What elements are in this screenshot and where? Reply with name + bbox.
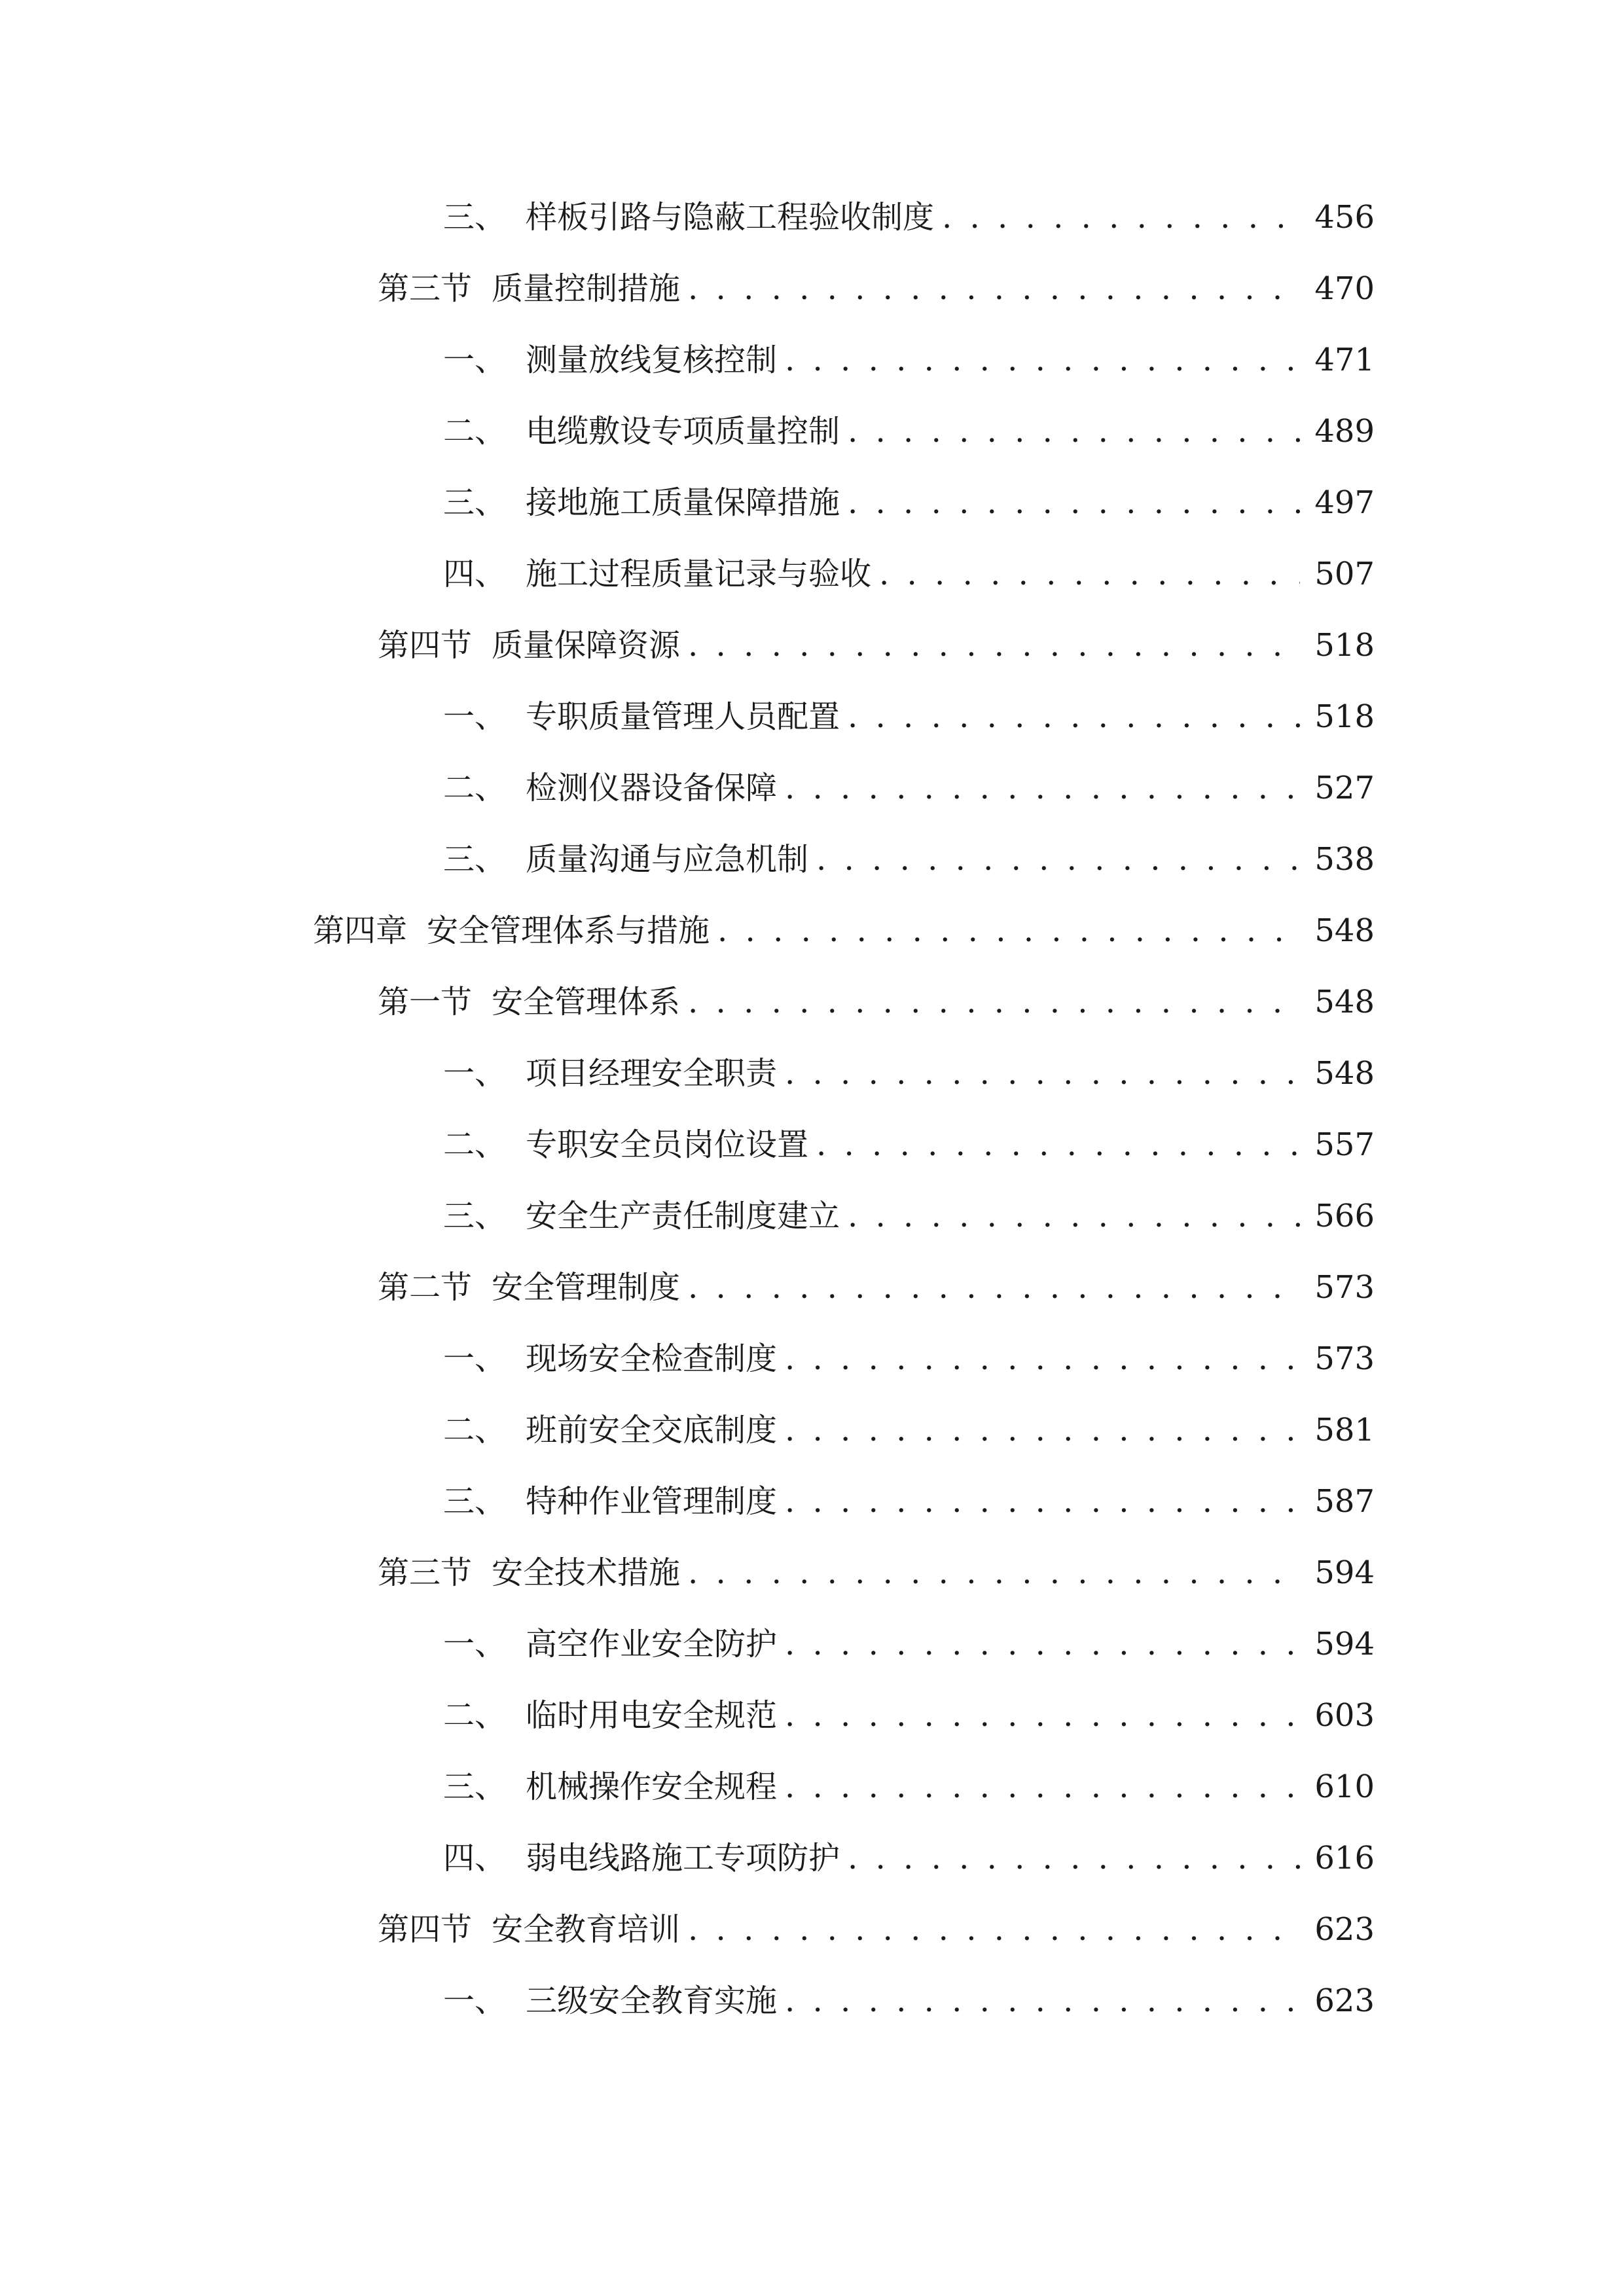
toc-entry-label: 一、: [443, 698, 507, 735]
toc-entry-title: 弱电线路施工专项防护: [526, 1840, 840, 1876]
toc-entry[interactable]: [443, 759, 1375, 817]
dot-leader: [848, 1829, 1300, 1888]
toc-entry-title: 特种作业管理制度: [526, 1483, 778, 1520]
toc-entry-page: 623: [1314, 1911, 1375, 1948]
toc-entry-title: 检测仪器设备保障: [526, 770, 778, 806]
dot-leader: [942, 188, 1300, 247]
toc-entry-title: 高空作业安全防护: [526, 1626, 778, 1662]
dot-leader: [688, 259, 1300, 318]
toc-entry-page: 456: [1314, 199, 1375, 236]
toc-entry-label: 三、: [443, 484, 507, 521]
toc-entry-title: 安全技术措施: [492, 1554, 681, 1591]
dot-leader: [816, 1115, 1300, 1174]
toc-entry-page: 548: [1314, 1055, 1375, 1092]
toc-entry[interactable]: [443, 473, 1375, 532]
dot-leader: [785, 331, 1300, 389]
toc-entry-label: 一、: [443, 342, 507, 378]
dot-leader: [785, 1686, 1300, 1745]
toc-entry[interactable]: [443, 1615, 1375, 1674]
toc-entry[interactable]: [443, 1686, 1375, 1745]
dot-leader: [848, 687, 1300, 746]
toc-entry-title: 机械操作安全规程: [526, 1768, 778, 1805]
toc-entry-title: 专职安全员岗位设置: [526, 1126, 809, 1163]
toc-entry-title: 安全管理体系: [492, 984, 681, 1020]
toc-entry[interactable]: [378, 616, 1375, 675]
toc-entry-label: 第一节: [378, 984, 473, 1020]
toc-entry-page: 548: [1314, 912, 1375, 949]
toc-entry-page: 573: [1314, 1269, 1375, 1306]
toc-entry-title: 项目经理安全职责: [526, 1055, 778, 1092]
toc-entry-page: 497: [1314, 484, 1375, 521]
toc-entry-label: 二、: [443, 1412, 507, 1448]
dot-leader: [717, 901, 1300, 960]
toc-entry-title: 临时用电安全规范: [526, 1697, 778, 1734]
toc-entry-title: 安全管理体系与措施: [427, 912, 710, 949]
toc-entry[interactable]: [378, 973, 1375, 1031]
toc-entry-title: 安全生产责任制度建立: [526, 1198, 840, 1234]
toc-entry-page: 470: [1314, 270, 1375, 307]
toc-entry-title: 样板引路与隐蔽工程验收制度: [526, 199, 935, 236]
dot-leader: [848, 402, 1300, 461]
dot-leader: [785, 1044, 1300, 1103]
dot-leader: [785, 1615, 1300, 1674]
toc-entry[interactable]: [378, 1900, 1375, 1959]
toc-entry[interactable]: [443, 331, 1375, 389]
toc-entry-page: 594: [1314, 1554, 1375, 1591]
toc-entry[interactable]: [443, 1757, 1375, 1816]
toc-entry-label: 三、: [443, 1483, 507, 1520]
toc-entry-page: 548: [1314, 984, 1375, 1020]
toc-entry-page: 489: [1314, 413, 1375, 450]
toc-entry-page: 603: [1314, 1697, 1375, 1734]
toc-entry-page: 573: [1314, 1340, 1375, 1377]
toc-entry[interactable]: [443, 1329, 1375, 1388]
toc-entry-title: 测量放线复核控制: [526, 342, 778, 378]
toc-entry-label: 三、: [443, 1198, 507, 1234]
toc-entry-page: 581: [1314, 1412, 1375, 1448]
toc-entry-page: 616: [1314, 1840, 1375, 1876]
dot-leader: [785, 1757, 1300, 1816]
toc-entry-page: 518: [1314, 627, 1375, 664]
dot-leader: [848, 473, 1300, 532]
toc-entry-title: 接地施工质量保障措施: [526, 484, 840, 521]
toc-entry-label: 第二节: [378, 1269, 473, 1306]
toc-entry-label: 二、: [443, 1697, 507, 1734]
dot-leader: [848, 1187, 1300, 1246]
toc-entry-label: 第三节: [378, 270, 473, 307]
dot-leader: [785, 1472, 1300, 1531]
toc-entry[interactable]: [443, 1044, 1375, 1103]
toc-entry-page: 557: [1314, 1126, 1375, 1163]
dot-leader: [785, 759, 1300, 817]
toc-entry-title: 现场安全检查制度: [526, 1340, 778, 1377]
toc-entry[interactable]: [313, 901, 1375, 960]
toc-entry[interactable]: [443, 1115, 1375, 1174]
toc-entry-title: 施工过程质量记录与验收: [526, 556, 872, 592]
toc-entry-label: 二、: [443, 1126, 507, 1163]
dot-leader: [688, 1543, 1300, 1602]
dot-leader: [785, 1401, 1300, 1460]
toc-entry-label: 一、: [443, 1055, 507, 1092]
toc-entry[interactable]: [443, 830, 1375, 889]
dot-leader: [785, 1971, 1300, 2030]
dot-leader: [688, 1258, 1300, 1317]
toc-entry-label: 二、: [443, 413, 507, 450]
dot-leader: [816, 830, 1300, 889]
dot-leader: [688, 1900, 1300, 1959]
toc-entry-page: 527: [1314, 770, 1375, 806]
toc-entry-label: 第四节: [378, 1911, 473, 1948]
toc-entry-page: 507: [1314, 556, 1375, 592]
toc-entry-title: 电缆敷设专项质量控制: [526, 413, 840, 450]
toc-entry[interactable]: [443, 545, 1375, 603]
dot-leader: [688, 973, 1300, 1031]
toc-entry[interactable]: [443, 188, 1375, 247]
toc-entry[interactable]: [443, 1971, 1375, 2030]
toc-entry[interactable]: [443, 1187, 1375, 1246]
toc-entry[interactable]: [443, 1472, 1375, 1531]
toc-entry[interactable]: [378, 1543, 1375, 1602]
toc-entry[interactable]: [443, 687, 1375, 746]
toc-entry[interactable]: [378, 259, 1375, 318]
toc-entry-title: 质量控制措施: [492, 270, 681, 307]
toc-entry-page: 610: [1314, 1768, 1375, 1805]
toc-entry-title: 专职质量管理人员配置: [526, 698, 840, 735]
toc-entry-page: 587: [1314, 1483, 1375, 1520]
toc-entry-page: 594: [1314, 1626, 1375, 1662]
toc-entry-label: 三、: [443, 841, 507, 878]
toc-entry-page: 538: [1314, 841, 1375, 878]
toc-entry-label: 四、: [443, 556, 507, 592]
toc-entry-page: 623: [1314, 1982, 1375, 2019]
toc-entry-page: 471: [1314, 342, 1375, 378]
toc-entry[interactable]: [443, 402, 1375, 461]
toc-entry-title: 班前安全交底制度: [526, 1412, 778, 1448]
toc-entry-title: 质量沟通与应急机制: [526, 841, 809, 878]
toc-entry-label: 一、: [443, 1626, 507, 1662]
toc-entry[interactable]: [443, 1401, 1375, 1460]
toc-entry-label: 二、: [443, 770, 507, 806]
toc-entry-title: 质量保障资源: [492, 627, 681, 664]
toc-entry-label: 第四节: [378, 627, 473, 664]
toc-entry[interactable]: [378, 1258, 1375, 1317]
toc-entry-title: 安全管理制度: [492, 1269, 681, 1306]
toc-entry-label: 一、: [443, 1982, 507, 2019]
toc-entry-title: 安全教育培训: [492, 1911, 681, 1948]
toc-entry-label: 第三节: [378, 1554, 473, 1591]
toc-entry-label: 第四章: [313, 912, 408, 949]
toc-entry-label: 四、: [443, 1840, 507, 1876]
toc-entry-label: 三、: [443, 199, 507, 236]
toc-entry-page: 518: [1314, 698, 1375, 735]
toc-entry-page: 566: [1314, 1198, 1375, 1234]
toc-entry-label: 三、: [443, 1768, 507, 1805]
toc-entry-label: 一、: [443, 1340, 507, 1377]
dot-leader: [879, 545, 1300, 603]
dot-leader: [688, 616, 1300, 675]
dot-leader: [785, 1329, 1300, 1388]
toc-entry-title: 三级安全教育实施: [526, 1982, 778, 2019]
toc-entry[interactable]: [443, 1829, 1375, 1888]
